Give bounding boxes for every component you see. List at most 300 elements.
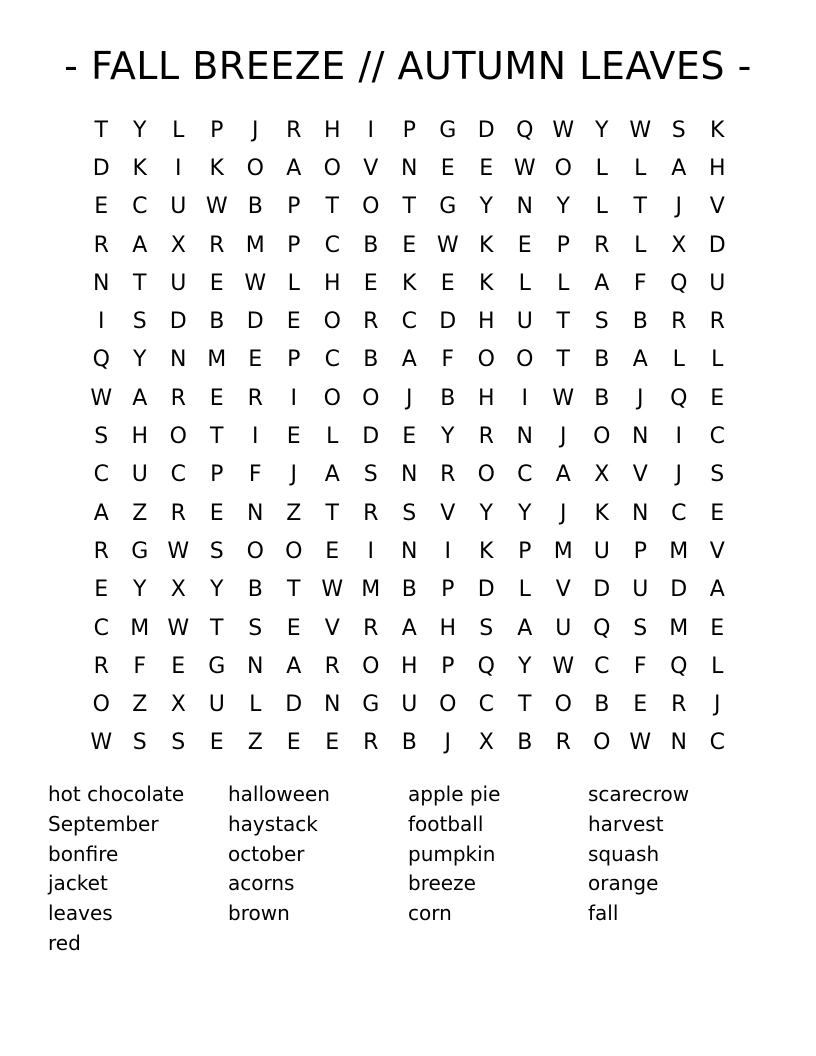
grid-letter: L <box>518 577 531 603</box>
grid-letter: O <box>323 309 341 335</box>
grid-letter: R <box>247 385 263 411</box>
grid-letter: Q <box>593 615 611 641</box>
word-list-item: breeze <box>408 871 476 896</box>
grid-letter: O <box>554 692 572 718</box>
grid-letter: O <box>516 347 534 373</box>
grid-letter: N <box>632 500 649 526</box>
word-list-item: pumpkin <box>408 841 496 866</box>
grid-letter: X <box>671 232 687 258</box>
grid-letter: W <box>629 117 652 143</box>
grid-letter: S <box>171 730 186 756</box>
grid-letter: N <box>170 347 187 373</box>
word-list-item: acorns <box>228 871 295 896</box>
grid-letter: Y <box>595 117 609 143</box>
grid-letter: K <box>710 117 725 143</box>
grid-letter: Y <box>210 577 224 603</box>
grid-letter: J <box>290 462 297 488</box>
grid-letter: V <box>440 500 456 526</box>
grid-letter: T <box>210 615 224 641</box>
grid-letter: R <box>671 692 687 718</box>
grid-letter: B <box>594 692 610 718</box>
grid-letter: B <box>594 385 610 411</box>
word-list-item: haystack <box>228 811 318 836</box>
grid-letter: R <box>363 730 379 756</box>
grid-letter: B <box>363 347 379 373</box>
grid-letter: P <box>441 653 455 679</box>
grid-letter: H <box>477 385 495 411</box>
grid-letter: T <box>133 270 147 296</box>
grid-letter: O <box>323 385 341 411</box>
grid-letter: A <box>132 232 148 258</box>
grid-letter: P <box>287 232 301 258</box>
grid-letter: D <box>708 232 726 258</box>
grid-letter: S <box>209 538 224 564</box>
grid-letter: N <box>247 500 264 526</box>
grid-letter: E <box>440 270 455 296</box>
grid-letter: C <box>517 462 533 488</box>
grid-letter: S <box>633 615 648 641</box>
puzzle-title: - FALL BREEZE // AUTUMN LEAVES - <box>64 44 752 88</box>
grid-letter: O <box>477 462 495 488</box>
grid-letter: M <box>361 577 381 603</box>
grid-letter: F <box>248 462 262 488</box>
grid-letter: U <box>555 615 572 641</box>
grid-letter: Y <box>133 347 147 373</box>
word-list-item: fall <box>588 901 619 926</box>
grid-letter: H <box>131 424 149 450</box>
grid-letter: R <box>363 615 379 641</box>
grid-letter: B <box>594 347 610 373</box>
grid-letter: L <box>711 347 724 373</box>
grid-letter: X <box>170 232 186 258</box>
grid-letter: Z <box>247 730 263 756</box>
grid-letter: L <box>634 155 647 181</box>
grid-letter: O <box>477 347 495 373</box>
grid-letter: E <box>517 232 532 258</box>
grid-letter: C <box>594 653 610 679</box>
grid-letter: V <box>632 462 648 488</box>
grid-letter: M <box>669 615 689 641</box>
grid-letter: I <box>290 385 297 411</box>
grid-letter: C <box>324 347 340 373</box>
grid-letter: L <box>249 692 262 718</box>
grid-letter: S <box>479 615 494 641</box>
grid-letter: W <box>552 653 575 679</box>
grid-letter: D <box>593 577 611 603</box>
grid-letter: N <box>632 424 649 450</box>
grid-letter: A <box>324 462 340 488</box>
grid-letter: S <box>248 615 263 641</box>
grid-letter: R <box>93 538 109 564</box>
grid-letter: O <box>92 692 110 718</box>
grid-letter: P <box>633 538 647 564</box>
grid-letter: R <box>324 653 340 679</box>
grid-letter: N <box>401 462 418 488</box>
grid-letter: M <box>553 538 573 564</box>
grid-letter: W <box>436 232 459 258</box>
grid-letter: D <box>670 577 688 603</box>
grid-letter: E <box>286 615 301 641</box>
grid-letter: T <box>556 347 570 373</box>
grid-letter: E <box>479 155 494 181</box>
grid-letter: A <box>632 347 648 373</box>
grid-letter: Q <box>92 347 110 373</box>
grid-letter: E <box>209 730 224 756</box>
grid-letter: L <box>326 424 339 450</box>
grid-letter: Y <box>518 500 532 526</box>
word-list-item: red <box>48 930 81 955</box>
grid-letter: L <box>557 270 570 296</box>
grid-letter: M <box>130 615 150 641</box>
grid-letter: S <box>710 462 725 488</box>
grid-letter: N <box>516 424 533 450</box>
grid-letter: I <box>252 424 259 450</box>
grid-letter: L <box>595 194 608 220</box>
grid-letter: N <box>401 155 418 181</box>
grid-letter: V <box>709 538 725 564</box>
grid-letter: P <box>210 117 224 143</box>
grid-letter: C <box>401 309 417 335</box>
grid-letter: U <box>401 692 418 718</box>
grid-letter: H <box>323 270 341 296</box>
grid-letter: G <box>439 117 457 143</box>
grid-letter: U <box>632 577 649 603</box>
grid-letter: L <box>711 653 724 679</box>
word-list-item: orange <box>588 871 659 896</box>
grid-letter: D <box>362 424 380 450</box>
grid-letter: L <box>634 232 647 258</box>
grid-letter: D <box>285 692 303 718</box>
grid-letter: C <box>170 462 186 488</box>
grid-letter: D <box>477 117 495 143</box>
grid-letter: I <box>675 424 682 450</box>
grid-letter: O <box>246 155 264 181</box>
grid-letter: E <box>363 270 378 296</box>
grid-letter: K <box>402 270 417 296</box>
grid-letter: R <box>709 309 725 335</box>
grid-letter: S <box>132 309 147 335</box>
grid-letter: W <box>167 615 190 641</box>
grid-letter: V <box>363 155 379 181</box>
grid-letter: E <box>209 500 224 526</box>
grid-letter: R <box>671 309 687 335</box>
grid-letter: L <box>287 270 300 296</box>
grid-letter: J <box>560 500 567 526</box>
letter-grid <box>82 111 737 762</box>
grid-letter: Z <box>132 500 148 526</box>
grid-letter: O <box>169 424 187 450</box>
grid-letter: M <box>669 538 689 564</box>
grid-letter: E <box>633 692 648 718</box>
grid-letter: B <box>247 577 263 603</box>
grid-letter: A <box>517 615 533 641</box>
grid-letter: H <box>708 155 726 181</box>
grid-letter: C <box>324 232 340 258</box>
grid-letter: I <box>521 385 528 411</box>
grid-letter: W <box>205 194 228 220</box>
grid-letter: P <box>556 232 570 258</box>
grid-letter: E <box>402 232 417 258</box>
grid-letter: K <box>479 538 494 564</box>
grid-letter: L <box>672 347 685 373</box>
grid-letter: U <box>709 270 726 296</box>
grid-letter: J <box>560 424 567 450</box>
grid-letter: W <box>90 730 113 756</box>
word-list-item: squash <box>588 841 660 866</box>
grid-letter: Z <box>132 692 148 718</box>
grid-letter: D <box>92 155 110 181</box>
grid-letter: N <box>247 653 264 679</box>
grid-letter: U <box>131 462 148 488</box>
grid-letter: Y <box>133 117 147 143</box>
grid-letter: Q <box>670 653 688 679</box>
grid-letter: F <box>633 653 647 679</box>
grid-letter: B <box>440 385 456 411</box>
grid-letter: R <box>440 462 456 488</box>
grid-letter: F <box>441 347 455 373</box>
grid-letter: P <box>287 194 301 220</box>
grid-letter: K <box>594 500 609 526</box>
grid-letter: I <box>367 538 374 564</box>
grid-letter: A <box>671 155 687 181</box>
grid-letter: U <box>170 270 187 296</box>
grid-letter: T <box>325 194 339 220</box>
grid-letter: E <box>209 385 224 411</box>
grid-letter: H <box>400 653 418 679</box>
grid-letter: O <box>285 538 303 564</box>
grid-letter: R <box>555 730 571 756</box>
grid-letter: G <box>439 194 457 220</box>
grid-letter: Q <box>477 653 495 679</box>
word-list-item: hot chocolate <box>48 782 185 806</box>
grid-letter: S <box>94 424 109 450</box>
grid-letter: D <box>477 577 495 603</box>
grid-letter: V <box>709 194 725 220</box>
word-list-item: September <box>48 811 159 836</box>
grid-letter: Y <box>133 577 147 603</box>
grid-letter: E <box>209 270 224 296</box>
grid-letter: J <box>675 194 682 220</box>
grid-letter: L <box>172 117 185 143</box>
grid-letter: V <box>324 615 340 641</box>
grid-letter: P <box>287 347 301 373</box>
grid-letter: O <box>362 385 380 411</box>
grid-letter: E <box>286 309 301 335</box>
grid-letter: E <box>710 615 725 641</box>
grid-letter: R <box>170 385 186 411</box>
grid-letter: T <box>287 577 301 603</box>
grid-letter: E <box>440 155 455 181</box>
grid-letter: I <box>175 155 182 181</box>
grid-letter: B <box>363 232 379 258</box>
word-list-item: scarecrow <box>588 782 690 806</box>
grid-letter: Y <box>441 424 455 450</box>
grid-letter: A <box>401 347 417 373</box>
grid-letter: U <box>516 309 533 335</box>
grid-letter: G <box>208 653 226 679</box>
grid-letter: S <box>363 462 378 488</box>
grid-letter: J <box>406 385 413 411</box>
grid-letter: J <box>637 385 644 411</box>
grid-letter: K <box>209 155 224 181</box>
grid-letter: T <box>325 500 339 526</box>
grid-letter: S <box>132 730 147 756</box>
grid-letter: E <box>248 347 263 373</box>
grid-letter: B <box>632 309 648 335</box>
grid-letter: H <box>477 309 495 335</box>
grid-letter: N <box>401 538 418 564</box>
grid-letter: R <box>209 232 225 258</box>
grid-letter: T <box>402 194 416 220</box>
grid-letter: J <box>675 462 682 488</box>
grid-letter: R <box>93 653 109 679</box>
grid-letter: H <box>323 117 341 143</box>
grid-letter: J <box>444 730 451 756</box>
grid-letter: Q <box>516 117 534 143</box>
grid-letter: N <box>93 270 110 296</box>
grid-letter: E <box>710 385 725 411</box>
grid-letter: A <box>132 385 148 411</box>
grid-letter: L <box>595 155 608 181</box>
grid-letter: E <box>402 424 417 450</box>
grid-letter: G <box>131 538 149 564</box>
word-list-item: brown <box>228 901 290 926</box>
word-list-item: harvest <box>588 811 664 836</box>
grid-letter: P <box>441 577 455 603</box>
grid-letter: S <box>671 117 686 143</box>
grid-letter: Y <box>518 653 532 679</box>
grid-letter: X <box>478 730 494 756</box>
grid-letter: G <box>362 692 380 718</box>
grid-letter: D <box>169 309 187 335</box>
grid-letter: R <box>170 500 186 526</box>
grid-letter: N <box>516 194 533 220</box>
grid-letter: R <box>93 232 109 258</box>
grid-letter: V <box>555 577 571 603</box>
grid-letter: I <box>444 538 451 564</box>
grid-letter: E <box>94 194 109 220</box>
grid-letter: A <box>93 500 109 526</box>
grid-letter: R <box>363 309 379 335</box>
grid-letter: J <box>252 117 259 143</box>
grid-letter: B <box>209 309 225 335</box>
grid-letter: O <box>362 653 380 679</box>
grid-letter: C <box>93 615 109 641</box>
grid-letter: B <box>401 730 417 756</box>
grid-letter: Y <box>556 194 570 220</box>
grid-letter: N <box>670 730 687 756</box>
grid-letter: C <box>709 424 725 450</box>
grid-letter: Z <box>286 500 302 526</box>
grid-letter: R <box>286 117 302 143</box>
word-list-item: leaves <box>48 901 113 926</box>
word-list-item: apple pie <box>408 782 501 806</box>
grid-letter: A <box>555 462 571 488</box>
grid-letter: U <box>170 194 187 220</box>
grid-letter: O <box>362 194 380 220</box>
grid-letter: E <box>94 577 109 603</box>
word-list <box>48 780 768 959</box>
grid-letter: C <box>478 692 494 718</box>
grid-letter: D <box>439 309 457 335</box>
grid-letter: T <box>633 194 647 220</box>
grid-letter: E <box>286 730 301 756</box>
grid-letter: R <box>363 500 379 526</box>
grid-letter: D <box>246 309 264 335</box>
grid-letter: B <box>247 194 263 220</box>
grid-letter: O <box>246 538 264 564</box>
grid-letter: E <box>286 424 301 450</box>
grid-letter: W <box>244 270 267 296</box>
grid-letter: X <box>170 577 186 603</box>
grid-letter: O <box>554 155 572 181</box>
grid-letter: Q <box>670 270 688 296</box>
grid-letter: E <box>710 500 725 526</box>
word-list-item: october <box>228 841 305 866</box>
grid-letter: A <box>401 615 417 641</box>
grid-letter: K <box>479 270 494 296</box>
grid-letter: H <box>439 615 457 641</box>
grid-letter: W <box>513 155 536 181</box>
grid-letter: F <box>133 653 147 679</box>
grid-letter: T <box>94 117 108 143</box>
grid-letter: U <box>208 692 225 718</box>
grid-letter: A <box>286 155 302 181</box>
grid-letter: P <box>210 462 224 488</box>
grid-letter: E <box>171 653 186 679</box>
grid-letter: S <box>594 309 609 335</box>
grid-letter: E <box>325 730 340 756</box>
grid-letter: A <box>286 653 302 679</box>
grid-letter: X <box>594 462 610 488</box>
grid-letter: N <box>324 692 341 718</box>
grid-letter: F <box>633 270 647 296</box>
grid-letter: B <box>517 730 533 756</box>
grid-letter: I <box>367 117 374 143</box>
grid-letter: Q <box>670 385 688 411</box>
grid-letter: W <box>552 117 575 143</box>
grid-letter: B <box>401 577 417 603</box>
grid-letter: T <box>556 309 570 335</box>
grid-letter: X <box>170 692 186 718</box>
grid-letter: U <box>593 538 610 564</box>
grid-letter: A <box>594 270 610 296</box>
grid-letter: C <box>132 194 148 220</box>
grid-letter: K <box>479 232 494 258</box>
grid-letter: K <box>132 155 147 181</box>
grid-letter: W <box>552 385 575 411</box>
grid-letter: M <box>245 232 265 258</box>
word-list-item: bonfire <box>48 841 119 866</box>
grid-letter: J <box>714 692 721 718</box>
grid-letter: W <box>167 538 190 564</box>
grid-letter: C <box>93 462 109 488</box>
grid-letter: T <box>518 692 532 718</box>
grid-letter: L <box>518 270 531 296</box>
grid-letter: I <box>98 309 105 335</box>
word-list-item: jacket <box>48 871 108 896</box>
word-list-item: corn <box>408 901 452 926</box>
grid-letter: R <box>478 424 494 450</box>
grid-letter: O <box>593 730 611 756</box>
grid-letter: S <box>402 500 417 526</box>
word-list-item: halloween <box>228 782 330 806</box>
grid-letter: O <box>593 424 611 450</box>
grid-letter: C <box>671 500 687 526</box>
grid-letter: E <box>325 538 340 564</box>
grid-letter: R <box>594 232 610 258</box>
grid-letter: O <box>439 692 457 718</box>
